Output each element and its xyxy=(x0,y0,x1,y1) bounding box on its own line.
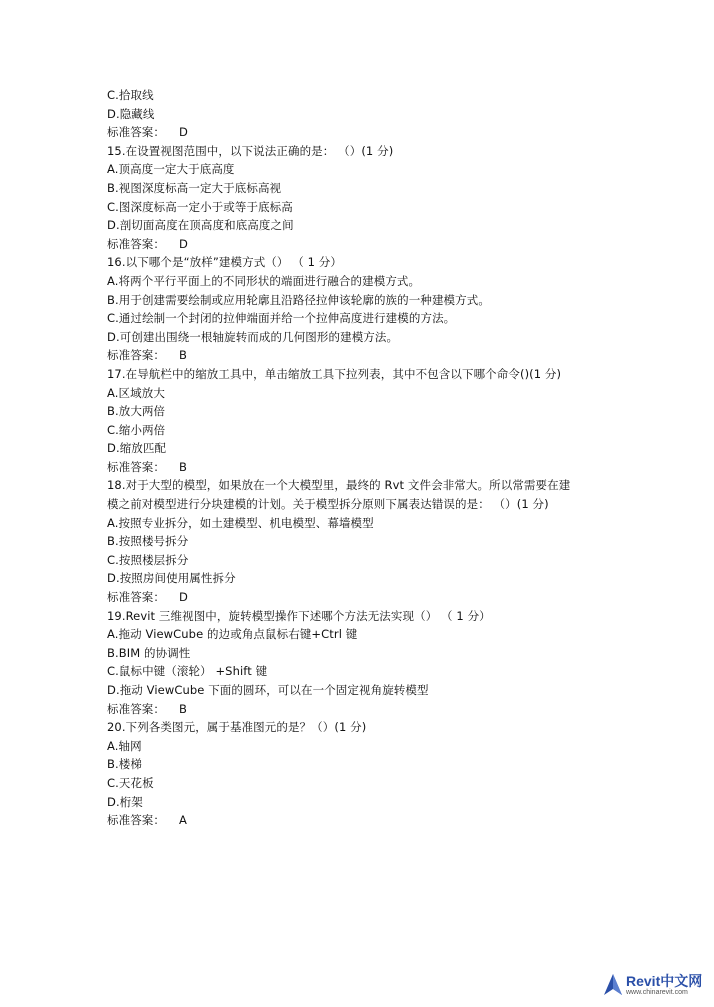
option-line: D.桁架 xyxy=(107,794,143,809)
answer-line xyxy=(107,235,607,254)
option-line: A.轴网 xyxy=(107,738,142,753)
answer-value: A xyxy=(179,813,187,828)
answer-value: B xyxy=(179,348,187,363)
answer-label: 标准答案： xyxy=(107,236,165,251)
watermark-url: www.chinarevit.com xyxy=(626,989,688,996)
answer-label: 标准答案： xyxy=(107,348,165,363)
option-line: B.按照楼号拆分 xyxy=(107,534,189,549)
answer-label: 标准答案： xyxy=(107,459,165,474)
option-line: D.剖切面高度在顶高度和底高度之间 xyxy=(107,218,294,233)
answer-label: 标准答案： xyxy=(107,813,165,828)
question-list xyxy=(107,86,607,830)
question-line: 16.以下哪个是“放样”建模方式（） （ 1 分） xyxy=(107,255,342,270)
question-line: 17.在导航栏中的缩放工具中，单击缩放工具下拉列表，其中不包含以下哪个命令()(1 分) xyxy=(107,366,562,381)
site-watermark xyxy=(602,971,706,1001)
answer-line xyxy=(107,123,607,142)
answer-value: D xyxy=(179,125,188,140)
answer-value: D xyxy=(179,590,188,605)
option-line: B.用于创建需要绘制或应用轮廓且沿路径拉伸该轮廓的族的一种建模方式。 xyxy=(107,292,490,307)
question-line: 19.Revit 三维视图中，旋转模型操作下述哪个方法无法实现（） （ 1 分） xyxy=(107,608,491,623)
option-line: B.视图深度标高一定大于底标高视 xyxy=(107,180,282,195)
option-line: A.顶高度一定大于底高度 xyxy=(107,162,235,177)
option-line: C.通过绘制一个封闭的拉伸端面并给一个拉伸高度进行建模的方法。 xyxy=(107,311,456,326)
option-line: A.将两个平行平面上的不同形状的端面进行融合的建模方式。 xyxy=(107,273,421,288)
option-line: D.可创建出围绕一根轴旋转而成的几何图形的建模方法。 xyxy=(107,329,399,344)
answer-value: B xyxy=(179,701,187,716)
answer-line xyxy=(107,458,607,477)
answer-label: 标准答案： xyxy=(107,125,165,140)
answer-label: 标准答案： xyxy=(107,590,165,605)
question-line: 15.在设置视图范围中，以下说法正确的是： （）(1 分) xyxy=(107,143,394,158)
option-line: D.按照房间使用属性拆分 xyxy=(107,571,236,586)
option-line: B.楼梯 xyxy=(107,757,142,772)
option-line: B.BIM 的协调性 xyxy=(107,645,191,660)
question-line: 20.下列各类图元，属于基准图元的是？（）(1 分) xyxy=(107,720,367,735)
watermark-brand: Revit中文网 xyxy=(626,973,703,989)
option-line: D.隐藏线 xyxy=(107,106,155,121)
option-line: C.图深度标高一定小于或等于底标高 xyxy=(107,199,293,214)
option-line: C.天花板 xyxy=(107,775,154,790)
option-line: C.缩小两倍 xyxy=(107,422,166,437)
option-line: C.按照楼层拆分 xyxy=(107,552,189,567)
answer-line xyxy=(107,700,607,719)
question-line: 18.对于大型的模型，如果放在一个大模型里，最终的 Rvt 文件会非常大。所以常需要在建 xyxy=(107,478,571,493)
option-line: C.拾取线 xyxy=(107,88,154,102)
answer-line xyxy=(107,811,607,830)
option-line: D.缩放匹配 xyxy=(107,441,167,456)
answer-value: B xyxy=(179,459,187,474)
option-line: A.拖动 ViewCube 的边或角点鼠标右键+Ctrl 键 xyxy=(107,627,358,642)
question-line-continued: 模之前对模型进行分块建模的计划。关于模型拆分原则下属表达错误的是： （）(1 分) xyxy=(107,497,549,512)
option-line: A.区域放大 xyxy=(107,385,165,400)
answer-label: 标准答案： xyxy=(107,701,165,716)
answer-value: D xyxy=(179,236,188,251)
option-line: B.放大两倍 xyxy=(107,404,166,419)
answer-line xyxy=(107,346,607,365)
answer-line xyxy=(107,588,607,607)
revit-logo-icon xyxy=(602,973,624,997)
option-line: A.按照专业拆分，如土建模型、机电模型、幕墙模型 xyxy=(107,515,374,530)
option-line: D.拖动 ViewCube 下面的圆环，可以在一个固定视角旋转模型 xyxy=(107,683,429,697)
option-line: C.鼠标中键（滚轮） +Shift 键 xyxy=(107,664,268,679)
